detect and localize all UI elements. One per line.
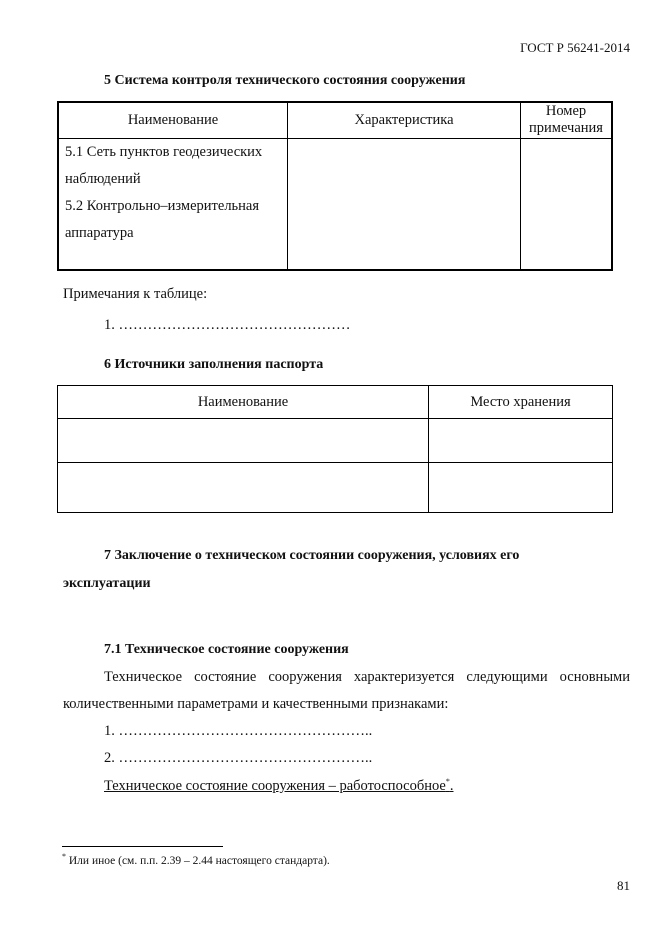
conclusion-period: . <box>449 777 454 794</box>
table1-cell-note <box>521 138 613 270</box>
paragraph-line2: количественными параметрами и качественными признаками: <box>63 696 449 712</box>
table1-row-line: аппаратура <box>65 224 134 241</box>
control-system-table <box>57 101 613 271</box>
subsection-7-1-title: 7.1 Техническое состояние сооружения <box>104 642 349 657</box>
table1-row-line: 5.2 Контрольно–измерительная <box>65 197 260 214</box>
table1-header-note-number <box>521 102 613 138</box>
footnote-mark: * <box>62 852 66 861</box>
table-note-1: 1. ………………………………………… <box>104 317 351 333</box>
footnote-separator <box>62 846 223 847</box>
sources-table <box>57 385 613 513</box>
section-6-title: 6 Источники заполнения паспорта <box>104 357 324 372</box>
section-5-title: 5 Система контроля технического состояния сооружения <box>104 73 466 88</box>
table2-cell <box>58 419 429 463</box>
table1-cell-characteristic <box>288 138 521 270</box>
table1-cell-name <box>58 138 288 270</box>
table2-header-name: Наименование <box>58 386 429 419</box>
list-item-1: 1. …………………………………………….. <box>104 723 373 739</box>
table1-row-line: 5.1 Сеть пунктов геодезических <box>65 143 263 160</box>
footnote <box>62 852 330 867</box>
section-7-title-line2: эксплуатации <box>63 576 151 591</box>
table-notes-label: Примечания к таблице: <box>63 286 208 302</box>
paragraph-line1: Техническое состояние сооружения характеризуется следующими основными <box>104 669 630 685</box>
list-item-2: 2. …………………………………………….. <box>104 750 373 766</box>
table1-header-name: Наименование <box>58 102 288 138</box>
section-7-title-line1: 7 Заключение о техническом состоянии сооружения, условиях его <box>104 548 520 563</box>
table2-cell <box>58 463 429 513</box>
table2-cell <box>429 419 613 463</box>
document-header: ГОСТ Р 56241-2014 <box>520 40 630 55</box>
conclusion-text: Техническое состояние сооружения – работоспособное <box>104 777 446 794</box>
note-number-line1: Номер <box>545 103 587 120</box>
table1-header-characteristic: Характеристика <box>288 102 521 138</box>
table2-cell <box>429 463 613 513</box>
page-number: 81 <box>617 878 630 893</box>
footnote-ref-mark: * <box>445 777 450 786</box>
footnote-text: Или иное (см. п.п. 2.39 – 2.44 настоящего стандарта). <box>66 854 330 867</box>
table1-row-line: наблюдений <box>65 170 141 187</box>
conclusion-line <box>104 777 454 795</box>
table2-header-storage: Место хранения <box>429 386 613 419</box>
note-number-line2: примечания <box>529 120 603 137</box>
